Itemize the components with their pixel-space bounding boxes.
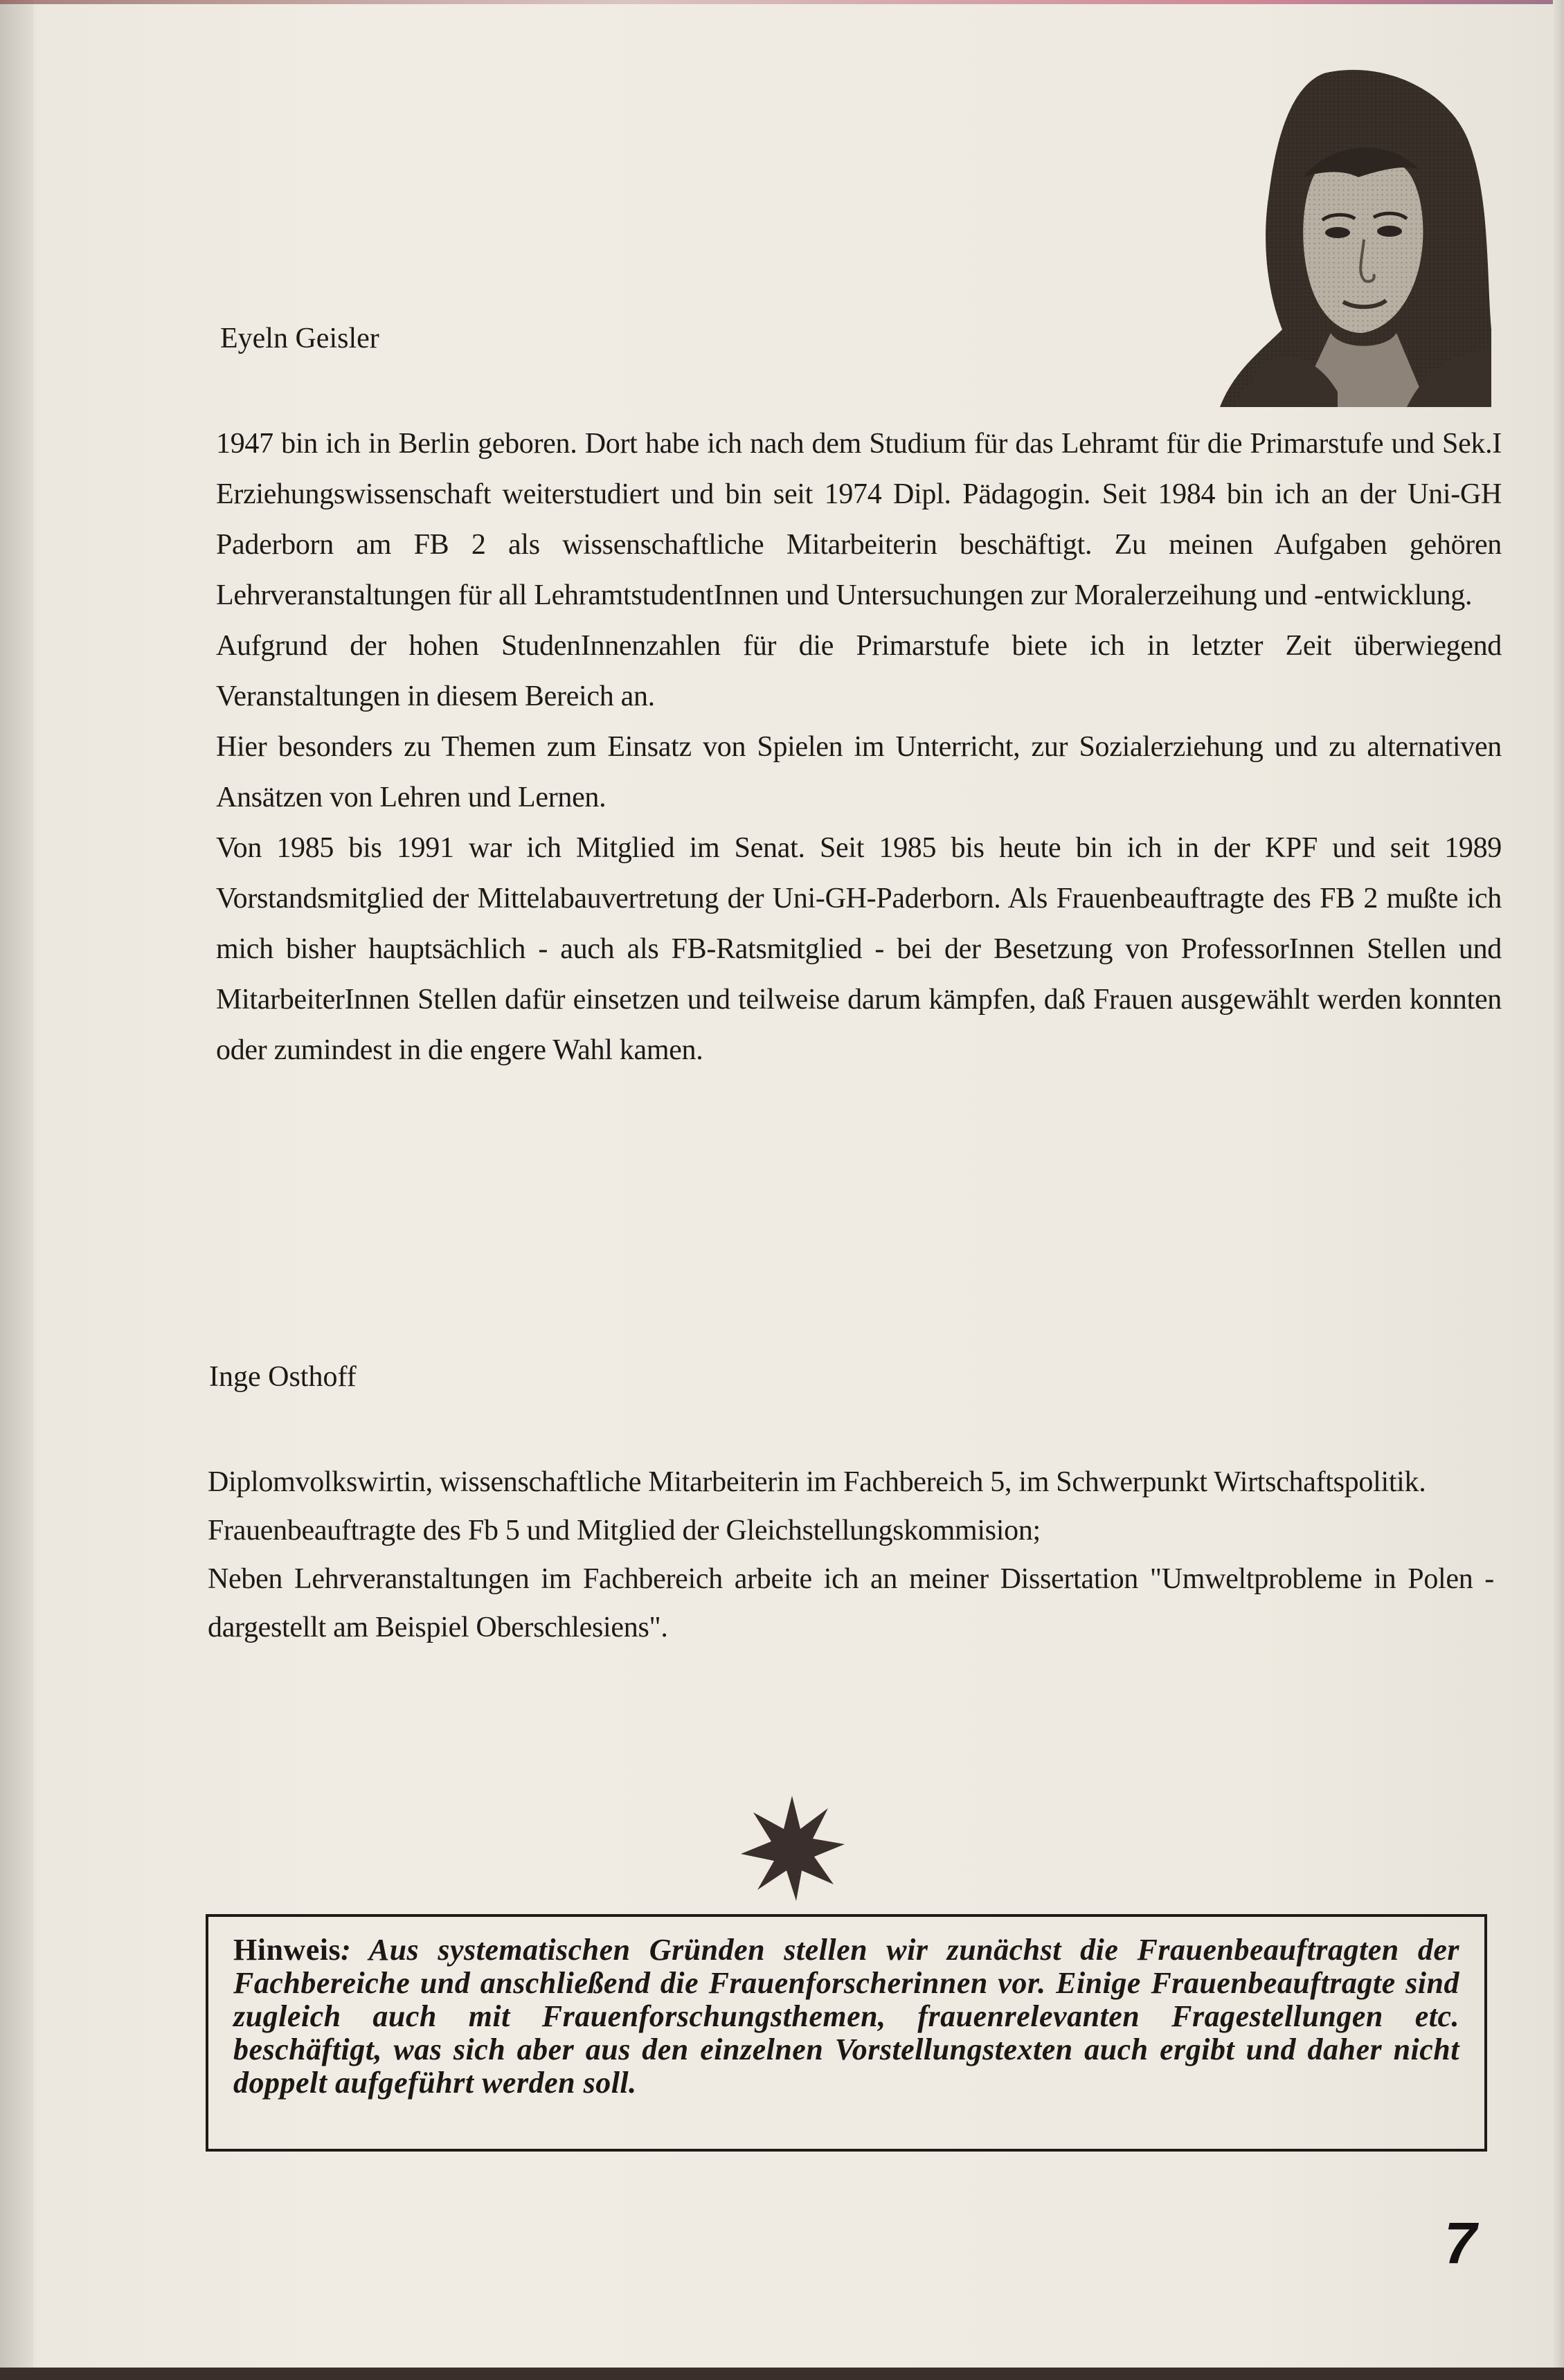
- person-name: Eyeln Geisler: [220, 323, 379, 354]
- bio-paragraph: Diplomvolkswirtin, wissenschaftliche Mitarbeiterin im Fachbereich 5, im Schwerpunkt Wirtschaftspolitik.: [208, 1466, 1426, 1498]
- person-name: Inge Osthoff: [209, 1361, 357, 1393]
- note-box: [206, 1914, 1487, 2152]
- page-binding: [0, 0, 33, 2380]
- star-icon: [737, 1793, 847, 1904]
- bio-paragraph: Neben Lehrveranstaltungen im Fachbereich arbeite ich an meiner Dissertation "Umweltprobleme in Polen - dargestellt am Beispiel Oberschlesiens".: [208, 1563, 1494, 1643]
- page-right-edge: [1553, 0, 1564, 2380]
- page-top-edge: [0, 0, 1564, 4]
- portrait-photo: [1220, 66, 1491, 407]
- note-text: : Aus systematischen Gründen stellen wir zunächst die Frauenbeauftragten der Fachbereiche und anschließend die Frauenforscherinnen vor. Einige Frauenbeauftragte sind zugleich auch mit Frauenforschungsthemen, frauenrelevanten Fragestellungen etc. beschäftigt, was sich aber aus den einzelnen Vorstellungstexten auch ergibt und daher nicht doppelt aufgeführt werden soll.: [233, 1933, 1459, 2100]
- bio-paragraph: Hier besonders zu Themen zum Einsatz von Spielen im Unterricht, zur Sozialerziehung und zu alternativen Ansätzen von Lehren und Lernen.: [216, 731, 1502, 813]
- bio-paragraph: Von 1985 bis 1991 war ich Mitglied im Senat. Seit 1985 bis heute bin ich in der KPF und seit 1989 Vorstandsmitglied der Mittelabauvertretung der Uni-GH-Paderborn. Als Frauenbeauftragte des FB 2 mußte ich mich bisher hauptsächlich - auch als FB-Ratsmitglied - bei der Besetzung von ProfessorInnen Stellen und MitarbeiterInnen Stellen dafür einsetzen und teilweise darum kämpfen, daß Frauen ausgewählt werden konnten oder zumindest in die engere Wahl kamen.: [216, 832, 1502, 1066]
- bio-paragraph: 1947 bin ich in Berlin geboren. Dort habe ich nach dem Studium für das Lehramt für die Primarstufe und Sek.I Erziehungswissenschaft weiterstudiert und bin seit 1974 Dipl. Pädagogin. Seit 1984 bin ich an der Uni-GH Paderborn am FB 2 als wissenschaftliche Mitarbeiterin beschäftigt. Zu meinen Aufgaben gehören Lehrveranstaltungen für all LehramtstudentInnen und Untersuchungen zur Moralerzeihung und -entwicklung.: [216, 428, 1502, 611]
- person-bio: [208, 1458, 1494, 1652]
- bio-paragraph: Aufgrund der hohen StudenInnenzahlen für die Primarstufe biete ich in letzter Zeit überwiegend Veranstaltungen in diesem Bereich an.: [216, 630, 1502, 712]
- page-bottom-edge: [0, 2368, 1564, 2380]
- bio-paragraph: Frauenbeauftragte des Fb 5 und Mitglied der Gleichstellungskommision;: [208, 1515, 1041, 1547]
- note-label: Hinweis: [233, 1933, 341, 1967]
- person-bio: [216, 419, 1502, 1076]
- page-number: 7: [1444, 2210, 1477, 2275]
